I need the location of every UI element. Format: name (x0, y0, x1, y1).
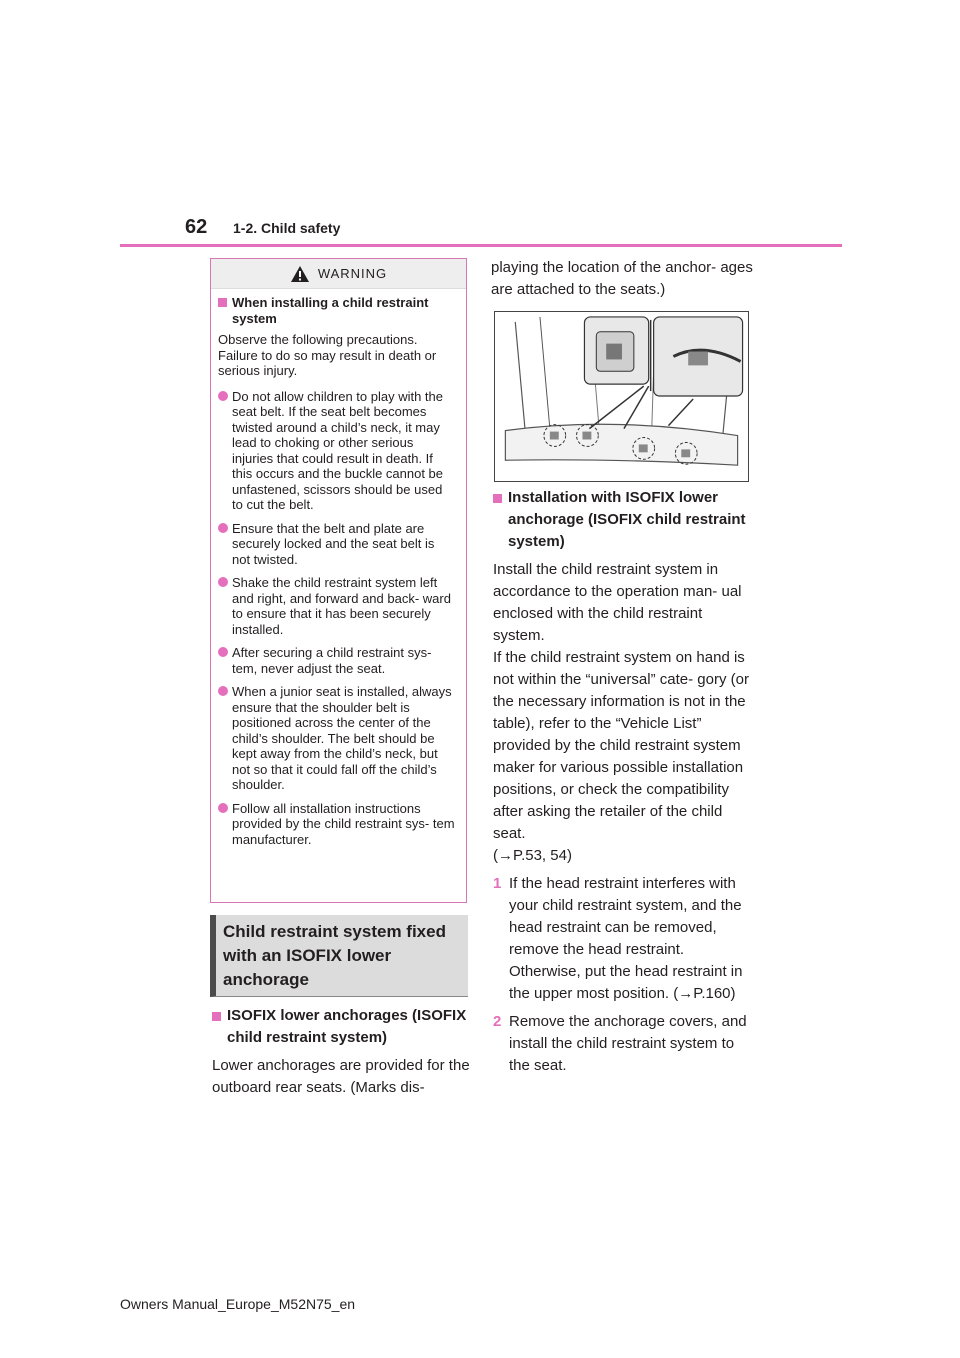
square-bullet-icon (212, 1012, 221, 1021)
warning-title: WARNING (317, 266, 388, 281)
bullet-icon (218, 803, 228, 813)
isofix-anchorage-illustration (494, 311, 749, 482)
warning-intro: Observe the following precautions. Failure to do so may result in death or serious injury. (218, 332, 437, 378)
right-column (493, 487, 755, 1077)
right-column-top (491, 257, 753, 301)
step-text: Remove the anchorage covers, and install the child restraint system to the seat. (509, 1013, 747, 1074)
warning-item (218, 575, 456, 637)
warning-item-text: Ensure that the belt and plate are securely locked and the seat belt is not twisted. (232, 520, 435, 567)
right-top-paragraph: playing the location of the anchor- ages are attached to the seats.) (491, 259, 753, 298)
step-number: 2 (493, 1013, 502, 1030)
isofix-installation-heading-text: Installation with ISOFIX lower anchorage (ISOFIX child restraint system) (508, 489, 746, 550)
warning-box (210, 258, 467, 903)
square-bullet-icon (218, 298, 227, 307)
warning-header (211, 259, 466, 289)
warning-heading-text: When installing a child restraint system (232, 295, 429, 326)
bullet-icon (218, 647, 228, 657)
square-bullet-icon (493, 494, 502, 503)
bullet-icon (218, 686, 228, 696)
isofix-installation-heading (493, 487, 755, 553)
compatibility-paragraph: If the child restraint system on hand is not within the “universal” cate- gory (or the necessary information is not in the table), refer to the “Vehicle List” provided by the child restraint system maker for various possible installation positions, or check the compatibility after asking the retailer of the child seat. (493, 649, 749, 842)
section-title: 1-2. Child safety (233, 220, 341, 236)
warning-item-text: Do not allow children to play with the seat belt. If the seat belt becomes twisted around a child’s neck, it may lead to choking or other serious injuries that could result in death. If this occurs and the buckle cannot be unfastened, scissors should be used to cut the belt. (232, 388, 444, 512)
warning-item (218, 389, 456, 513)
install-paragraph: Install the child restraint system in accordance to the operation man- ual enclosed with the child restraint system. (493, 561, 742, 644)
bullet-icon (218, 391, 228, 401)
warning-item (218, 521, 456, 568)
page-number: 62 (185, 216, 208, 238)
warning-item-text: Shake the child restraint system left and right, and forward and back- ward to ensure that it has been securely installed. (232, 575, 451, 637)
step-text: If the head restraint interferes with your child restraint system, and the head restraint can be removed, remove the head restraint. Otherwise, put the head restraint in the upper most position. (→P.160) (509, 875, 743, 1002)
warning-heading (218, 295, 456, 326)
bullet-icon (218, 577, 228, 587)
step-item (493, 1011, 755, 1077)
warning-item-text: When a junior seat is installed, always ensure that the shoulder belt is positioned across the center of the child’s shoulder. The belt should be kept away from the child’s neck, but not so that it could fall off the child’s shoulder. (232, 684, 452, 792)
bullet-icon (218, 523, 228, 533)
warning-item (218, 645, 456, 676)
step-number: 1 (493, 875, 502, 892)
warning-item (218, 684, 456, 793)
warning-triangle-icon (290, 265, 310, 283)
warning-item (218, 801, 456, 848)
left-column (212, 1005, 470, 1099)
left-paragraph: Lower anchorages are provided for the outboard rear seats. (Marks dis- (212, 1057, 470, 1096)
warning-item-text: After securing a child restraint sys- tem, never adjust the seat. (232, 645, 432, 676)
section-heading-box: Child restraint system fixed with an ISOFIX lower anchorage (210, 915, 468, 997)
header-divider (120, 244, 842, 247)
isofix-anchorages-heading (212, 1005, 470, 1049)
footer-text: Owners Manual_Europe_M52N75_en (120, 1296, 356, 1312)
step-item (493, 873, 755, 1005)
isofix-anchorages-heading-text: ISOFIX lower anchorages (ISOFIX child restraint system) (227, 1007, 467, 1046)
page-reference: (→P.53, 54) (493, 847, 572, 864)
warning-item-text: Follow all installation instructions provided by the child restraint sys- tem manufacturer. (232, 800, 455, 847)
